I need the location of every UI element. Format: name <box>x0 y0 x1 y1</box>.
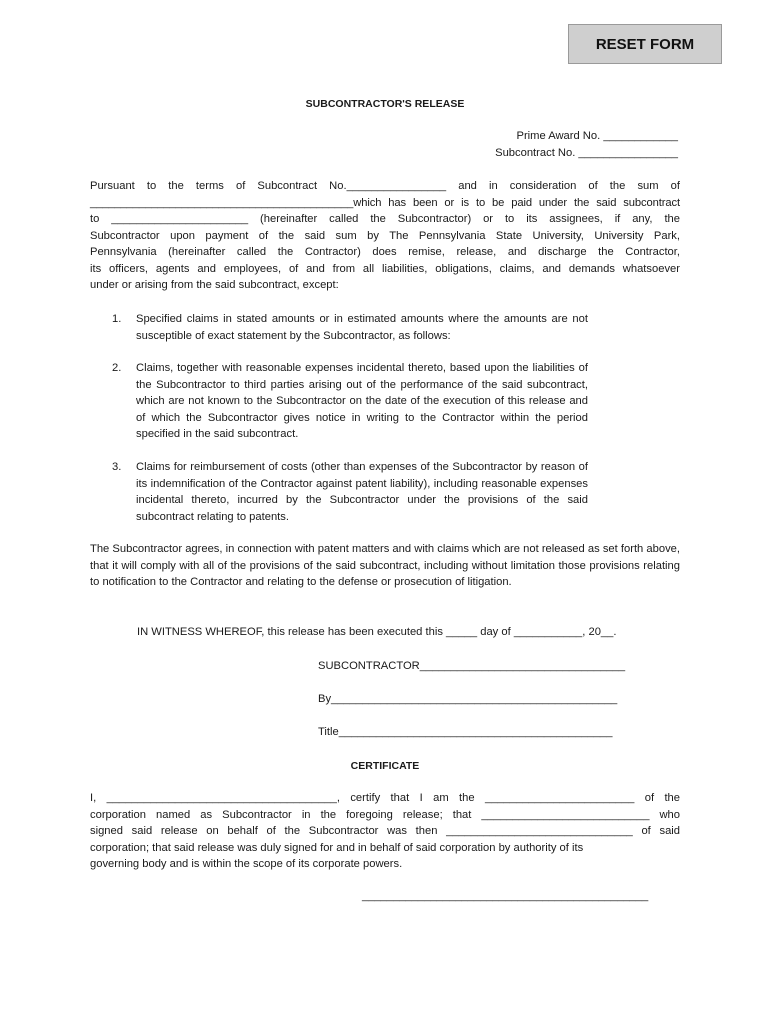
para1-line-3: to ______________________ (hereinafter called the Subcontractor) or to its assignees, if any, the <box>90 213 680 225</box>
para1-line-4: Subcontractor upon payment of the said sum by The Pennsylvania State University, University Park, <box>90 229 680 242</box>
item-text: Claims for reimbursement of costs (other than expenses of the Subcontractor by reason of its indemnification of the Contractor against patent liability), including reasonable expenses incidental thereto, incurred by the Subcontractor under the provisions of the said subcontract relating to patents. <box>136 461 588 523</box>
cert-line-4: corporation; that said release was duly signed for and in behalf of said corporation by authority of its <box>90 841 584 854</box>
cert-line-1: I, _____________________________________, certify that I am the ________________________ of the <box>90 792 680 804</box>
patent-paragraph: The Subcontractor agrees, in connection with patent matters and with claims which are not released as set forth above, that it will comply with all of the provisions of the said subcontract, including without limitation those provisions relating to notification to the Contractor and relating to the defense or prosecution of litigation. <box>90 543 680 588</box>
para1-line-7: under or arising from the said subcontract, except: <box>90 279 339 291</box>
document-title: SUBCONTRACTOR'S RELEASE <box>305 98 465 110</box>
award-numbers <box>495 128 678 161</box>
certificate-paragraph <box>90 790 680 873</box>
witness-line: IN WITNESS WHEREOF, this release has been executed this _____ day of ___________, 20__. <box>137 626 617 638</box>
prime-award-field[interactable]: Prime Award No. ____________ <box>516 130 678 142</box>
item-text: Claims, together with reasonable expenses incidental thereto, based upon the liabilities of the Subcontractor to third parties arising out of the performance of the said subcontract, which are not known to the Subcontractor on the date of the execution of this release and of which the Subcontractor gives notice in writing to the Contractor within the period specified in the said subcontract. <box>136 362 588 440</box>
item-text: Specified claims in stated amounts or in estimated amounts where the amounts are not susceptible of exact statement by the Subcontractor, as follows: <box>136 313 588 342</box>
subcontract-number-field[interactable]: Subcontract No. ________________ <box>495 146 678 159</box>
exception-item-1 <box>112 311 588 344</box>
para1-line-5: Pennsylvania (hereinafter called the Contractor) does remise, release, and discharge the Contractor, <box>90 246 680 258</box>
certifier-signature-line[interactable]: ______________________________________________ <box>362 890 649 902</box>
item-number: 1. <box>112 313 122 325</box>
cert-line-3: signed said release on behalf of the Subcontractor was then ______________________________ of said <box>90 825 680 837</box>
exception-item-2 <box>112 360 588 443</box>
exception-item-3 <box>112 459 588 525</box>
cert-line-5: governing body and is within the scope of its corporate powers. <box>90 858 403 870</box>
by-signature-line[interactable]: By______________________________________________ <box>318 693 618 705</box>
subcontractor-signature-line[interactable]: SUBCONTRACTOR_________________________________ <box>318 660 626 672</box>
release-paragraph <box>90 178 680 294</box>
para1-line-6: its officers, agents and employees, of and from all liabilities, obligations, claims, and demands whatsoever <box>90 262 680 275</box>
title-signature-line[interactable]: Title____________________________________________ <box>318 726 613 738</box>
item-number: 3. <box>112 461 122 473</box>
reset-form-button[interactable]: RESET FORM <box>568 24 722 64</box>
cert-line-2: corporation named as Subcontractor in the foregoing release; that ___________________________ who <box>90 808 680 821</box>
certificate-title: CERTIFICATE <box>350 760 420 772</box>
item-number: 2. <box>112 362 122 374</box>
para1-line-2: ___________________________________________which has been or is to be paid under the said subcontract <box>90 196 680 209</box>
para1-line-1: Pursuant to the terms of Subcontract No.________________ and in consideration of the sum of <box>90 180 680 192</box>
